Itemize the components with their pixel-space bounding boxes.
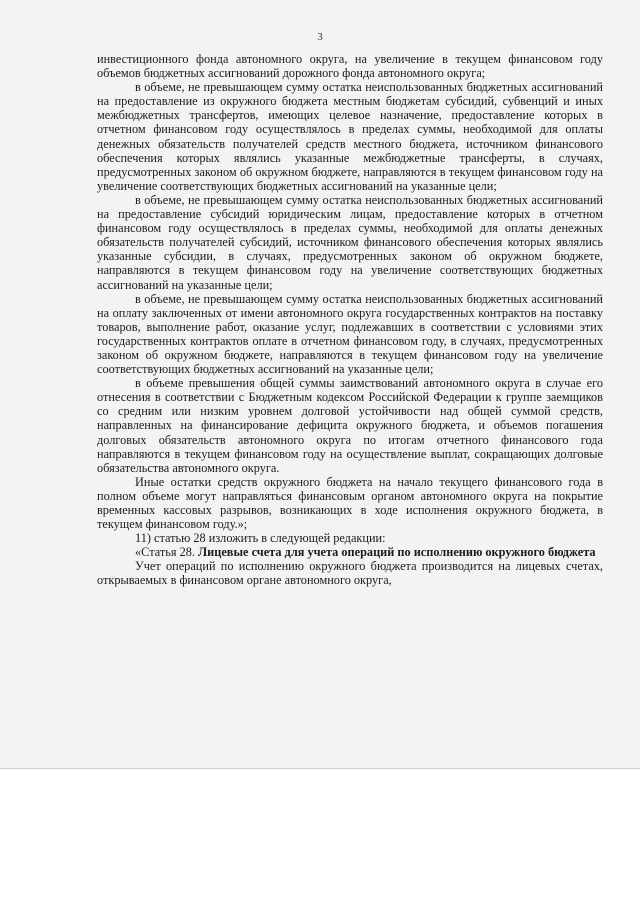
document-body — [97, 52, 603, 588]
article-title: Лицевые счета для учета операций по исполнению окружного бюджета — [198, 545, 596, 560]
paragraph: в объеме, не превышающем сумму остатка неиспользованных бюджетных ассигнований на предоставление субсидий юридическим лицам, предоставление которых в отчетном финансовом году осуществлялось в пределах суммы, необходимой для оплаты денежных обязательств получателей субсидий, источником финансового обеспечения которых являлись указанные субсидии, в случаях, предусмотренных законом об окружном бюджете, направляются в текущем финансовом году на увеличение соответствующих бюджетных ассигнований на указанные цели; — [97, 192, 603, 292]
paragraph: Учет операций по исполнению окружного бюджета производится на лицевых счетах, открываемых в финансовом органе автономного округа, — [97, 559, 603, 588]
paragraph: инвестиционного фонда автономного округа, на увеличение в текущем финансовом году объемов бюджетных ассигнований дорожного фонда автономного округа; — [97, 52, 603, 81]
page-number: 3 — [317, 31, 323, 43]
paragraph: в объеме, не превышающем сумму остатка неиспользованных бюджетных ассигнований на предоставление из окружного бюджета местным бюджетам субсидий, субвенций и иных межбюджетных трансфертов, имеющих целевое назначение, предоставление которых в отчетном финансовом году осуществлялось в пределах суммы, необходимой для оплаты денежных обязательств получателей средств местного бюджета, источником финансового обеспечения которых являлись указанные межбюджетные трансферты, в случаях, предусмотренных законом об окружном бюджете, направляются в текущем финансовом году на увеличение соответствующих бюджетных ассигнований на указанные цели; — [97, 80, 603, 193]
article-prefix: «Статья 28. — [135, 545, 195, 560]
paragraph: Иные остатки средств окружного бюджета на начало текущего финансового года в полном объеме могут направляться финансовым органом автономного округа на покрытие временных кассовых разрывов, возникающих в ходе исполнения окружного бюджета, в текущем финансовом году.»; — [97, 474, 603, 532]
article-heading — [97, 545, 603, 559]
paragraph: 11) статью 28 изложить в следующей редакции: — [135, 531, 386, 546]
paragraph: в объеме превышения общей суммы заимствований автономного округа в случае его отнесения в соответствии с Бюджетным кодексом Российской Федерации к группе заемщиков со средним или низким уровнем долговой устойчивости над общей суммой средств, направленных на финансирование дефицита окружного бюджета, и объемов погашения долговых обязательств автономного округа по итогам отчетного финансового года направляются в текущем финансовом году на осуществление выплат, сокращающих долговые обязательства автономного округа. — [97, 376, 603, 475]
page-edge — [0, 768, 640, 769]
paragraph: в объеме, не превышающем сумму остатка неиспользованных бюджетных ассигнований на оплату заключенных от имени автономного округа государственных контрактов на поставку товаров, выполнение работ, оказание услуг, подлежавших в соответствии с условиями этих государственных контрактов оплате в отчетном финансовом году, в случаях, предусмотренных законом об окружном бюджете, направляются в текущем финансовом году на увеличение соответствующих бюджетных ассигнований на указанные цели; — [97, 291, 603, 377]
